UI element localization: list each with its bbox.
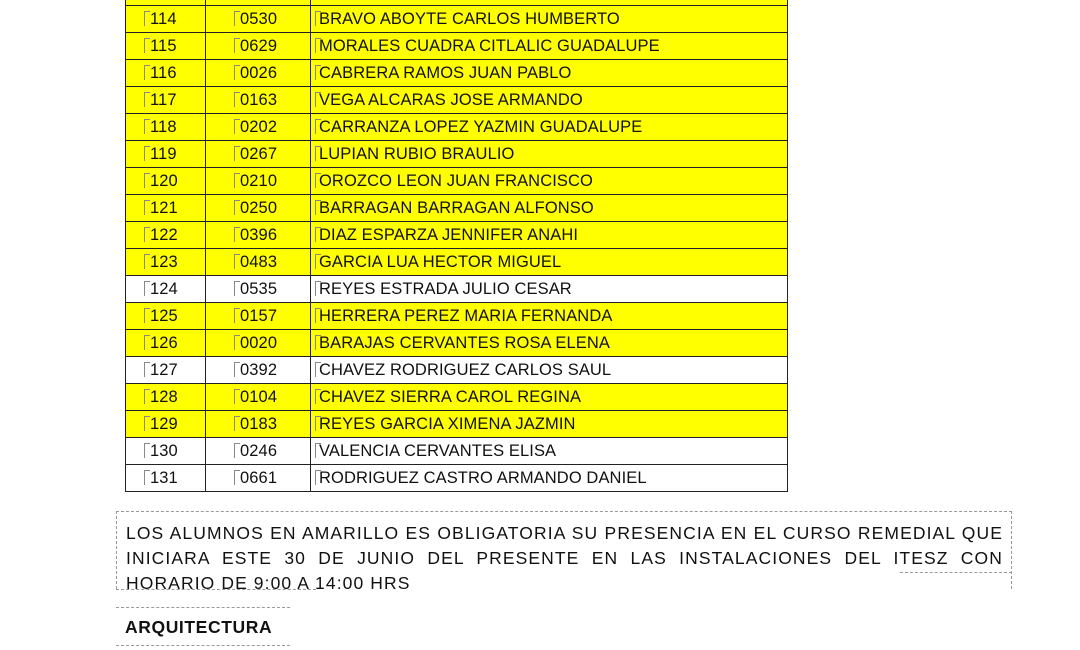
row-number-cell: 126: [126, 330, 206, 357]
student-name-cell: CABRERA RAMOS JUAN PABLO: [311, 60, 788, 87]
row-number-cell: 117: [126, 87, 206, 114]
student-name-cell: HERRERA PEREZ MARIA FERNANDA: [311, 303, 788, 330]
student-name-cell: VALENCIA CERVANTES ELISA: [311, 438, 788, 465]
row-number-cell: 124: [126, 276, 206, 303]
table-row: [126, 33, 788, 60]
table-row: [126, 330, 788, 357]
roster-table: [125, 0, 788, 492]
table-row: [126, 195, 788, 222]
table-row: [126, 114, 788, 141]
row-number-cell: 123: [126, 249, 206, 276]
table-row: [126, 168, 788, 195]
table-row: [126, 411, 788, 438]
student-name-cell: RODRIGUEZ CASTRO ARMANDO DANIEL: [311, 465, 788, 492]
table-row: [126, 357, 788, 384]
student-name-cell: DIAZ ESPARZA JENNIFER ANAHI: [311, 222, 788, 249]
student-name-cell: LUPIAN RUBIO BRAULIO: [311, 141, 788, 168]
table-row: [126, 249, 788, 276]
row-number-cell: 115: [126, 33, 206, 60]
dashed-divider: [116, 589, 316, 590]
student-code-cell: 0396: [206, 222, 311, 249]
section-title: ARQUITECTURA: [125, 617, 273, 637]
table-row: [126, 60, 788, 87]
table-row: [126, 87, 788, 114]
table-row: [126, 465, 788, 492]
student-code-cell: 0020: [206, 330, 311, 357]
student-name-cell: BARRAGAN BARRAGAN ALFONSO: [311, 195, 788, 222]
student-code-cell: 0163: [206, 87, 311, 114]
table-row: [126, 384, 788, 411]
student-code-cell: 0629: [206, 33, 311, 60]
student-name-cell: CARRANZA LOPEZ YAZMIN GUADALUPE: [311, 114, 788, 141]
student-code-cell: 0267: [206, 141, 311, 168]
table-row: [126, 222, 788, 249]
student-code-cell: 0183: [206, 411, 311, 438]
table-row: [126, 276, 788, 303]
student-code-cell: 0157: [206, 303, 311, 330]
table-row: [126, 6, 788, 33]
student-code-cell: 0535: [206, 276, 311, 303]
student-code-cell: 0202: [206, 114, 311, 141]
row-number-cell: 114: [126, 6, 206, 33]
row-number-cell: 128: [126, 384, 206, 411]
student-name-cell: VEGA ALCARAS JOSE ARMANDO: [311, 87, 788, 114]
student-name-cell: BARAJAS CERVANTES ROSA ELENA: [311, 330, 788, 357]
table-row: [126, 303, 788, 330]
row-number-cell: 120: [126, 168, 206, 195]
table-row: [126, 141, 788, 168]
student-name-cell: REYES GARCIA XIMENA JAZMIN: [311, 411, 788, 438]
student-code-cell: 0483: [206, 249, 311, 276]
student-code-cell: 0104: [206, 384, 311, 411]
row-number-cell: 125: [126, 303, 206, 330]
student-name-cell: BRAVO ABOYTE CARLOS HUMBERTO: [311, 6, 788, 33]
student-code-cell: 0392: [206, 357, 311, 384]
remedial-course-notice: [116, 511, 1012, 593]
row-number-cell: 127: [126, 357, 206, 384]
row-number-cell: 130: [126, 438, 206, 465]
row-number-cell: 121: [126, 195, 206, 222]
student-code-cell: 0026: [206, 60, 311, 87]
student-code-cell: 0530: [206, 6, 311, 33]
roster-body: [126, 0, 788, 492]
row-number-cell: 131: [126, 465, 206, 492]
student-code-cell: 0246: [206, 438, 311, 465]
notice-text: LOS ALUMNOS EN AMARILLO ES OBLIGATORIA SU PRESENCIA EN EL CURSO REMEDIAL QUE INICIARA ESTE 30 DE JUNIO DEL PRESENTE EN LAS INSTALACIONES DEL ITESZ CON HORARIO DE 9:00 A 14:00 HRS: [126, 523, 1003, 593]
student-name-cell: REYES ESTRADA JULIO CESAR: [311, 276, 788, 303]
dashed-divider: [116, 607, 290, 608]
student-name-cell: MORALES CUADRA CITLALIC GUADALUPE: [311, 33, 788, 60]
dashed-divider: [900, 572, 1012, 573]
student-code-cell: 0210: [206, 168, 311, 195]
student-name-cell: OROZCO LEON JUAN FRANCISCO: [311, 168, 788, 195]
student-name-cell: CHAVEZ RODRIGUEZ CARLOS SAUL: [311, 357, 788, 384]
row-number-cell: 118: [126, 114, 206, 141]
student-name-cell: GARCIA LUA HECTOR MIGUEL: [311, 249, 788, 276]
student-code-cell: 0250: [206, 195, 311, 222]
row-number-cell: 122: [126, 222, 206, 249]
student-roster: [125, 0, 788, 492]
row-number-cell: 129: [126, 411, 206, 438]
student-name-cell: CHAVEZ SIERRA CAROL REGINA: [311, 384, 788, 411]
student-code-cell: 0661: [206, 465, 311, 492]
dashed-divider: [116, 645, 290, 646]
row-number-cell: 116: [126, 60, 206, 87]
table-row: [126, 438, 788, 465]
row-number-cell: 119: [126, 141, 206, 168]
